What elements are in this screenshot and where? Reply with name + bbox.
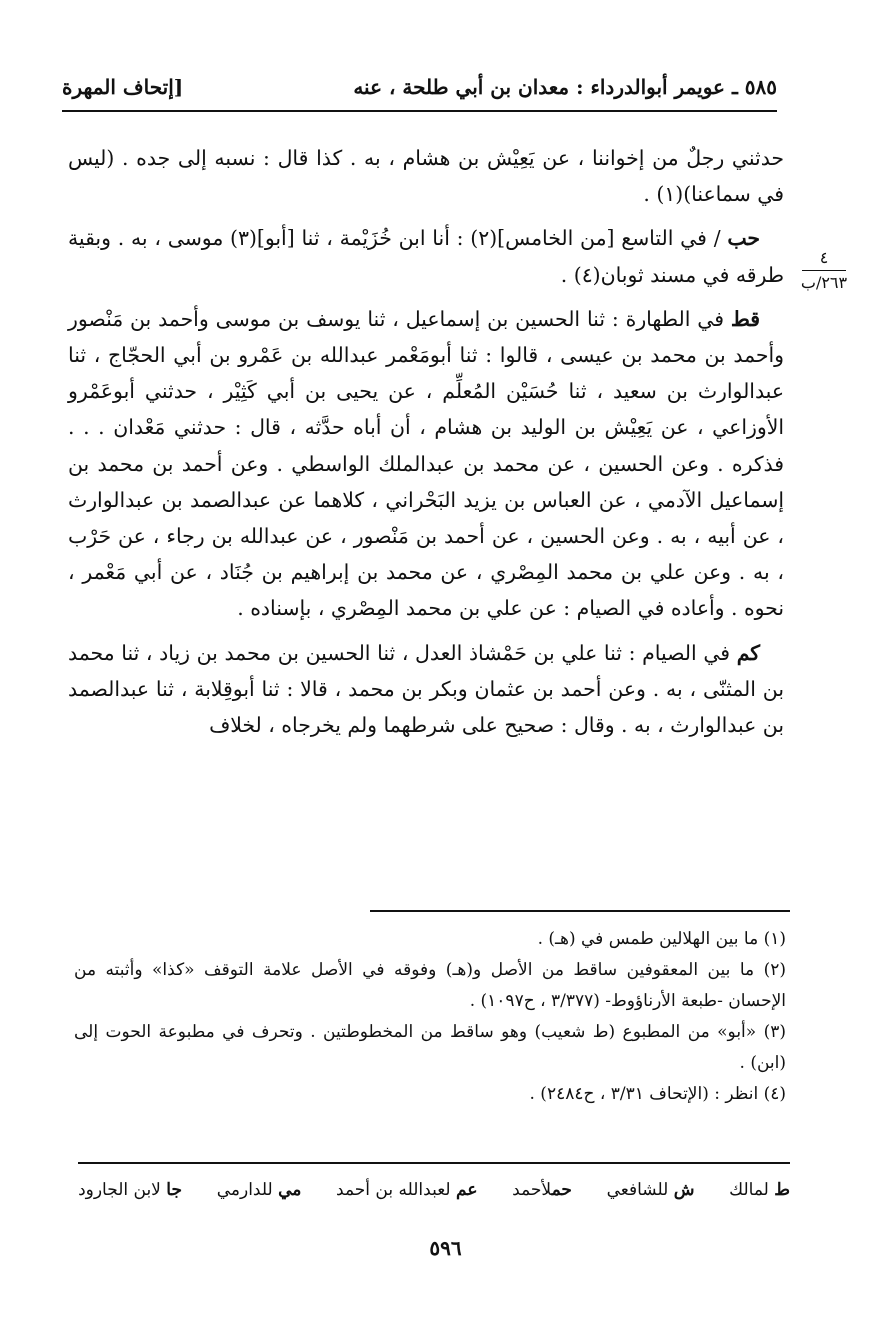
margin-note <box>794 248 854 293</box>
source-abbrev: حب <box>727 226 760 251</box>
header-book-title: [إتحاف المهرة <box>62 75 184 99</box>
abbreviation-key <box>78 1180 790 1200</box>
footnotes <box>74 924 786 1110</box>
source-abbrev: كم <box>736 640 760 665</box>
margin-note-divider <box>802 270 846 271</box>
paragraph-text: / في التاسع [من الخامس](٢) : أنا ابن خُزَيْمة ، ثنا [أبو](٣) موسى ، به . وبقية طرقه في مسند ثوبان(٤) . <box>68 226 784 287</box>
running-header <box>62 72 777 102</box>
key-entry: عم لعبدالله بن أحمد <box>336 1180 478 1200</box>
footnote: (١) ما بين الهلالين طمس في (هـ) . <box>537 929 786 949</box>
margin-note-number: ٤ <box>819 248 829 267</box>
header-title: ٥٨٥ ـ عويمر أبوالدرداء : معدان بن أبي طلحة ، عنه <box>353 75 777 99</box>
paragraph <box>68 301 784 627</box>
paragraph <box>68 140 784 212</box>
paragraph-text: في الطهارة : ثنا الحسين بن إسماعيل ، ثنا يوسف بن موسى وأحمد بن مَنْصور وأحمد بن محمد بن عيسى ، قالوا : ثنا أبومَعْمر عبدالله بن عَمْرو بن أبي الحجّاج ، ثنا عبدالوارث بن سعيد ، ثنا حُسَيْن المُعلِّم ، عن يحيى بن أبي كَثِيْر ، حدثني أبوعَمْرو الأوزاعي ، عن يَعِيْش بن الوليد بن هشام ، أن أباه حدَّثه ، قال : حدثني مَعْدان . . . فذكره . وعن الحسين ، عن محمد بن عبدالملك الواسطي . وعن أحمد بن محمد بن إسماعيل الآدمي ، عن العباس بن يزيد البَحْراني ، كلاهما عن عبدالصمد بن عبدالوارث ، عن أبيه ، به . وعن الحسين ، عن أحمد بن مَنْصور ، عن عبدالله بن رجاء ، عن حَرْب ، به . وعن علي بن محمد المِصْري ، عن محمد بن إبراهيم بن جُنَاد ، عن أبي مَعْمر ، نحوه . وأعاده في الصيام : عن علي بن محمد المِصْري ، بإسناده . <box>68 306 784 621</box>
page-number: ٥٩٦ <box>429 1236 462 1260</box>
footnote-rule <box>370 910 790 912</box>
key-rule <box>78 1162 790 1164</box>
key-entry: مي للدارمي <box>216 1180 302 1200</box>
main-text <box>68 140 784 751</box>
footnote: (٤) انظر : (الإتحاف ٣/٣١ ، ح٢٤٨٤) . <box>529 1084 786 1104</box>
paragraph <box>68 220 784 292</box>
paragraph-text: في الصيام : ثنا علي بن حَمْشاذ العدل ، ثنا الحسين بن محمد بن زياد ، ثنا محمد بن المثنّى ، به . وعن أحمد بن عثمان وبكر بن محمد ، قالا : ثنا أبوقِلابة ، ثنا عبدالصمد بن عبدالوارث ، به . وقال : صحيح على شرطهما ولم يخرجاه ، لخلاف <box>68 640 784 738</box>
key-entry: حملأحمد <box>512 1180 572 1200</box>
footnote: (٢) ما بين المعقوفين ساقط من الأصل و(هـ) وفوقه في الأصل علامة التوقف «كذا» وأثبته من الإحسان -طبعة الأرناؤوط- (٣/٣٧٧ ، ح١٠٩٧) . <box>74 960 786 1011</box>
source-abbrev: قط <box>730 306 760 331</box>
margin-note-folio: ٢٦٣/ب <box>800 273 848 292</box>
key-entry: ط لمالك <box>729 1180 790 1200</box>
paragraph-text: حدثني رجلٌ من إخواننا ، عن يَعِيْش بن هشام ، به . كذا قال : نسبه إلى جده . (ليس في سماعنا)(١) . <box>68 146 784 207</box>
key-entry: ش للشافعي <box>606 1180 695 1200</box>
paragraph <box>68 635 784 744</box>
key-entry: جا لابن الجارود <box>78 1180 182 1200</box>
header-rule <box>62 110 777 112</box>
footnote: (٣) «أبو» من المطبوع (ط شعيب) وهو ساقط من المخطوطتين . وتحرف في مطبوعة الحوت إلى (ابن) . <box>74 1022 786 1073</box>
